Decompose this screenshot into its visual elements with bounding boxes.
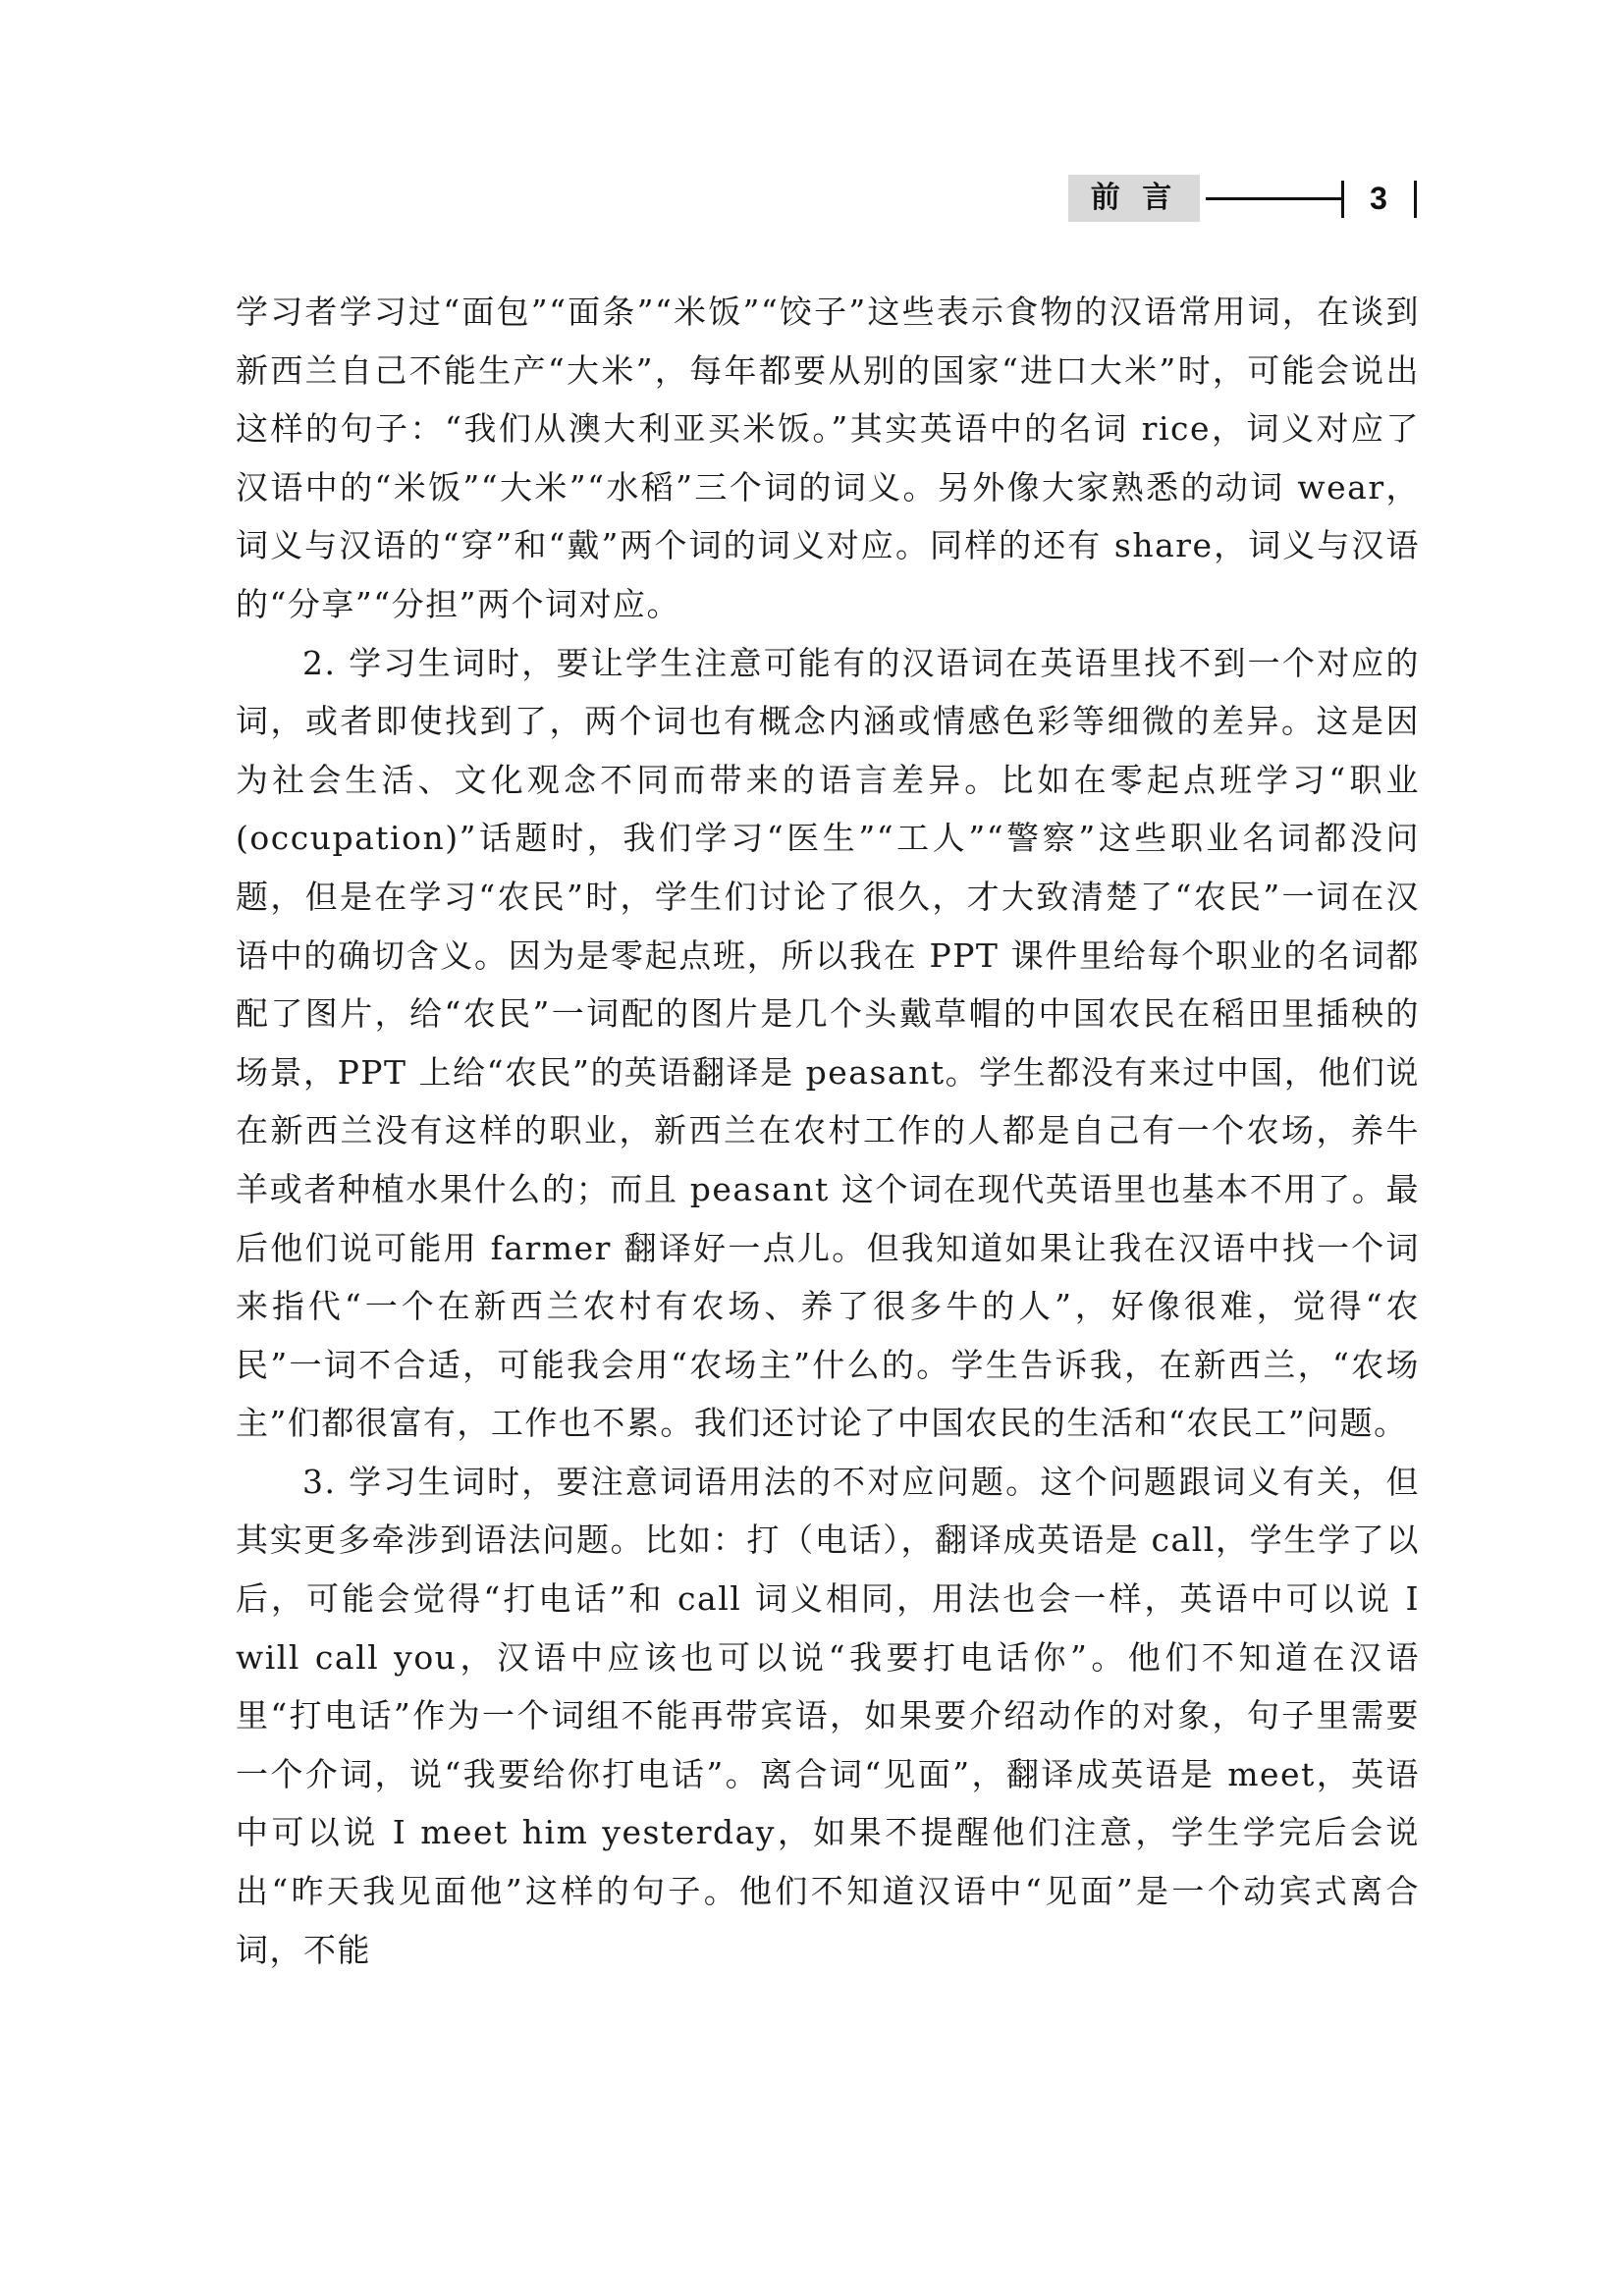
running-header [1068,175,1422,222]
paragraph-point-2: 2. 学习生词时，要让学生注意可能有的汉语词在英语里找不到一个对应的词，或者即使找到了，两个词也有概念内涵或情感色彩等细微的差异。这是因为社会生活、文化观念不同而带来的语言差异。比如在零起点班学习“职业(occupation)”话题时，我们学习“医生”“工人”“警察”这些职业名词都没问题，但是在学习“农民”时，学生们讨论了很久，才大致清楚了“农民”一词在汉语中的确切含义。因为是零起点班，所以我在 PPT 课件里给每个职业的名词都配了图片，给“农民”一词配的图片是几个头戴草帽的中国农民在稻田里插秧的场景，PPT 上给“农民”的英语翻译是 peasant。学生都没有来过中国，他们说在新西兰没有这样的职业，新西兰在农村工作的人都是自己有一个农场，养牛羊或者种植水果什么的；而且 peasant 这个词在现代英语里也基本不用了。最后他们说可能用 farmer 翻译好一点儿。但我知道如果让我在汉语中找一个词来指代“一个在新西兰农村有农场、养了很多牛的人”，好像很难，觉得“农民”一词不合适，可能我会用“农场主”什么的。学生告诉我，在新西兰，“农场主”们都很富有，工作也不累。我们还讨论了中国农民的生活和“农民工”问题。 [236,643,1420,1443]
header-divider-right [1414,181,1417,218]
body-text [236,283,1420,1979]
section-title: 前 言 [1068,175,1200,222]
page-number: 3 [1370,181,1387,216]
header-divider-left [1341,181,1344,218]
paragraph-point-3: 3. 学习生词时，要注意词语用法的不对应问题。这个问题跟词义有关，但其实更多牵涉到语法问题。比如：打（电话），翻译成英语是 call，学生学了以后，可能会觉得“打电话”和 call 词义相同，用法也会一样，英语中可以说 I will call you，汉语中应该也可以说“我要打电话你”。他们不知道在汉语里“打电话”作为一个词组不能再带宾语，如果要介绍动作的对象，句子里需要一个介词，说“我要给你打电话”。离合词“见面”，翻译成英语是 meet，英语中可以说 I meet him yesterday，如果不提醒他们注意，学生学完后会说出“昨天我见面他”这样的句子。他们不知道汉语中“见面”是一个动宾式离合词，不能 [236,1462,1420,1969]
paragraph-continued: 学习者学习过“面包”“面条”“米饭”“饺子”这些表示食物的汉语常用词，在谈到新西兰自己不能生产“大米”，每年都要从别的国家“进口大米”时，可能会说出这样的句子：“我们从澳大利亚买米饭。”其实英语中的名词 rice，词义对应了汉语中的“米饭”“大米”“水稻”三个词的词义。另外像大家熟悉的动词 wear，词义与汉语的“穿”和“戴”两个词的词义对应。同样的还有 share，词义与汉语的“分享”“分担”两个词对应。 [236,293,1420,623]
header-rule [1206,197,1341,200]
